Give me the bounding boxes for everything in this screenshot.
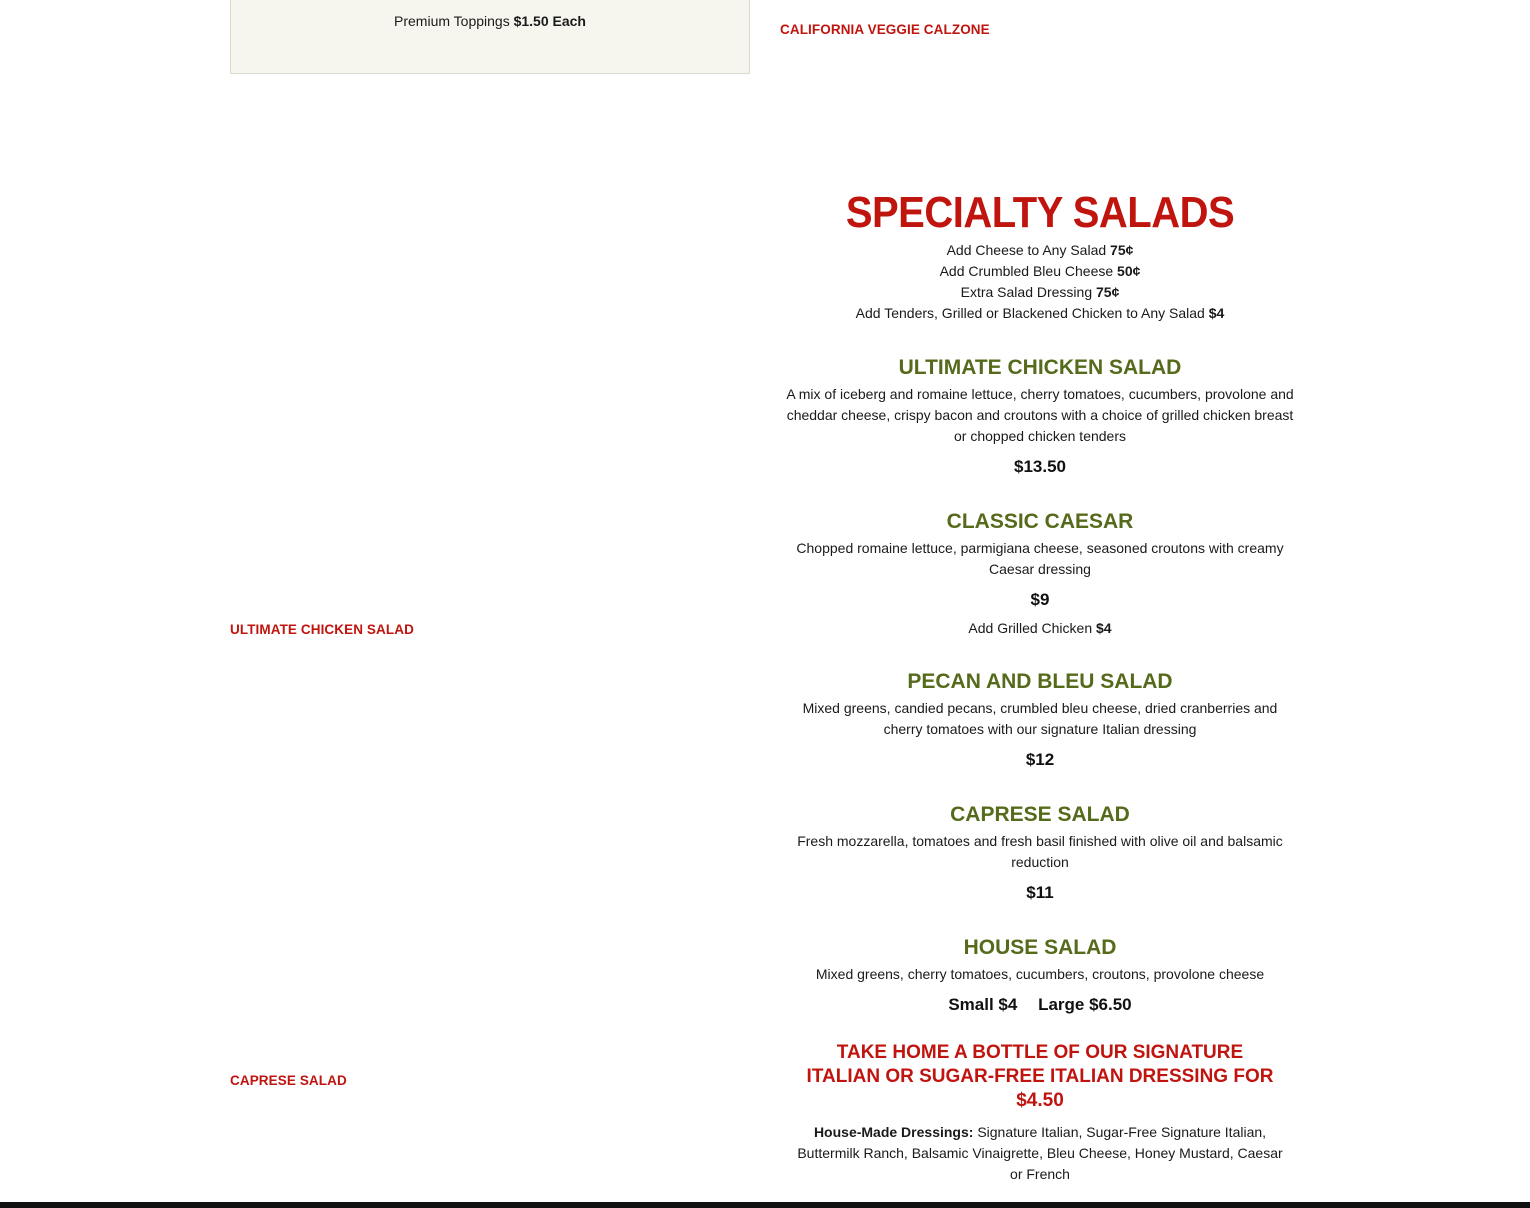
- item-description: Chopped romaine lettuce, parmigiana cheese, seasoned croutons with creamy Caesar dressing: [796, 540, 1284, 577]
- specialty-salads-section: [780, 190, 1300, 1185]
- item-description: A mix of iceberg and romaine lettuce, cherry tomatoes, cucumbers, provolone and cheddar cheese, crispy bacon and croutons with a choice of grilled chicken breast or chopped chicken tenders: [786, 386, 1294, 444]
- item-extra: [780, 618, 1300, 638]
- premium-toppings-price: $1.50 Each: [513, 13, 586, 29]
- item-name: CAPRESE SALAD: [950, 803, 1130, 826]
- item-description: Mixed greens, candied pecans, crumbled bleu cheese, dried cranberries and cherry tomatoes with our signature Italian dressing: [802, 700, 1278, 737]
- calzone-image-label[interactable]: CALIFORNIA VEGGIE CALZONE: [780, 22, 990, 37]
- item-price: $12: [1025, 750, 1055, 769]
- menu-item-pecan-and-bleu-salad: [780, 670, 1300, 771]
- item-price: $11: [1026, 883, 1054, 902]
- item-price: [780, 994, 1300, 1016]
- menu-item-ultimate-chicken-salad: [780, 356, 1300, 478]
- addon-item: [780, 282, 1300, 303]
- item-description: Mixed greens, cherry tomatoes, cucumbers, croutons, provolone cheese: [815, 966, 1265, 982]
- addon-item: [780, 240, 1300, 261]
- item-extra-label: Add Grilled Chicken: [968, 620, 1093, 636]
- premium-toppings-label: Premium Toppings: [394, 13, 510, 29]
- menu-item-classic-caesar: [780, 510, 1300, 638]
- section-title: SPECIALTY SALADS: [845, 189, 1235, 237]
- addon-label: Add Cheese to Any Salad: [946, 242, 1107, 258]
- addon-price: 50¢: [1117, 263, 1141, 279]
- item-price: $13.50: [1014, 457, 1066, 476]
- addon-price: 75¢: [1110, 242, 1134, 258]
- caprese-image-label[interactable]: CAPRESE SALAD: [230, 1073, 347, 1088]
- item-price: $9: [1030, 590, 1050, 609]
- house-made-dressings: [780, 1122, 1300, 1185]
- footer-bar: [0, 1202, 1530, 1208]
- item-description: Fresh mozzarella, tomatoes and fresh basil finished with olive oil and balsamic reduction: [797, 833, 1283, 870]
- dressings-list: Signature Italian, Sugar-Free Signature Italian, Buttermilk Ranch, Balsamic Vinaigrette, Bleu Cheese, Honey Mustard, Caesar or French: [797, 1124, 1283, 1182]
- chicken-salad-image-label[interactable]: ULTIMATE CHICKEN SALAD: [230, 622, 414, 637]
- item-name: CLASSIC CAESAR: [946, 510, 1134, 533]
- addon-item: [780, 303, 1300, 324]
- item-name: ULTIMATE CHICKEN SALAD: [898, 356, 1182, 379]
- menu-item-house-salad: [780, 936, 1300, 1016]
- addon-price: 75¢: [1096, 284, 1120, 300]
- takehome-dressing-promo: TAKE HOME A BOTTLE OF OUR SIGNATURE ITALIAN OR SUGAR-FREE ITALIAN DRESSING FOR $4.50: [806, 1042, 1274, 1111]
- pizza-toppings-box: [230, 0, 750, 74]
- addon-price: $4: [1208, 305, 1225, 321]
- item-name: HOUSE SALAD: [963, 936, 1117, 959]
- addon-label: Extra Salad Dressing: [960, 284, 1093, 300]
- addon-label: Add Tenders, Grilled or Blackened Chicken to Any Salad: [855, 305, 1205, 321]
- item-price-large: Large $6.50: [1038, 995, 1132, 1014]
- item-name: PECAN AND BLEU SALAD: [907, 670, 1173, 693]
- salad-addons-list: [780, 240, 1300, 324]
- premium-toppings-line: [231, 13, 749, 29]
- addon-label: Add Crumbled Bleu Cheese: [939, 263, 1114, 279]
- dressings-label: House-Made Dressings:: [813, 1124, 974, 1140]
- item-price-small: Small $4: [948, 995, 1018, 1014]
- item-extra-price: $4: [1096, 620, 1112, 636]
- menu-item-caprese-salad: [780, 803, 1300, 904]
- addon-item: [780, 261, 1300, 282]
